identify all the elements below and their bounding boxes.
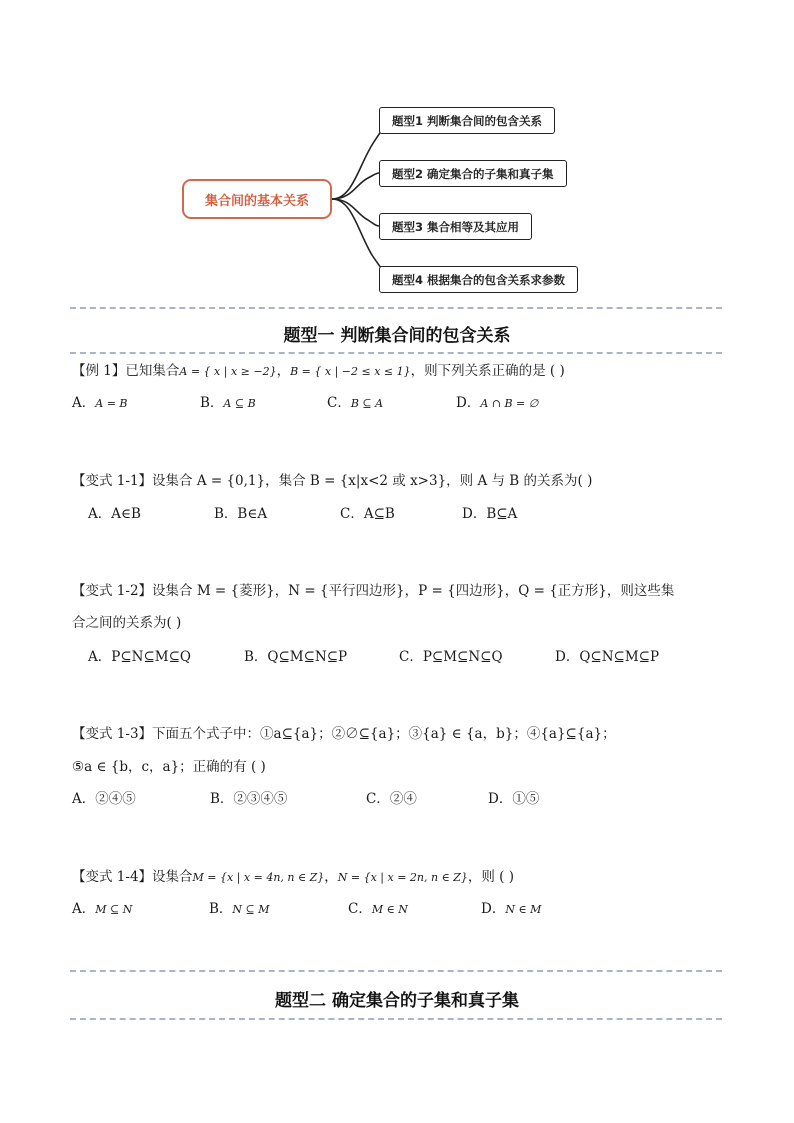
variant-1-4-option-c: C．M ∈ N [348,901,408,917]
variant-1-4-prompt: ，则 ( ) [467,869,514,885]
section-divider-top [70,307,722,309]
example-1-prompt: ，则下列关系正确的是 ( ) [410,363,565,379]
variant-1-3-option-b: B．②③④⑤ [210,791,288,807]
variant-1-3-option-c: C．②④ [366,791,417,807]
section-title-2: 题型二 确定集合的子集和真子集 [275,991,519,1011]
variant-1-1-option-d: D．B⊆A [462,506,518,522]
section-divider-bottom [70,352,722,354]
connector-4 [332,199,385,279]
variant-1-4-option-a: A．M ⊆ N [72,901,133,917]
example-1-separator: ， [276,363,291,379]
variant-1-2-option-d: D．Q⊆N⊆M⊆P [555,649,660,665]
set-b-expression: B = { x | −2 ≤ x ≤ 1} [290,365,411,378]
mindmap-branch-2: 题型2 确定集合的子集和真子集 [379,160,567,187]
example-1-option-a: A．A = B [72,395,128,411]
mindmap-root: 集合间的基本关系 [182,179,332,219]
variant-1-2-option-a: A．P⊆N⊆M⊆Q [88,649,191,665]
variant-1-4-question [72,868,514,887]
mindmap-branch-4: 题型4 根据集合的包含关系求参数 [379,266,578,293]
variant-1-2-question-line-1: 【变式 1-2】设集合 M = {菱形}，N = {平行四边形}，P = {四边形}，Q = {正方形}，则这些集 [72,583,675,599]
variant-1-4-option-d: D．N ∈ M [481,901,542,917]
connector-1 [332,120,385,199]
mind-map [0,0,794,300]
variant-1-2-option-c: C．P⊆M⊆N⊆Q [399,649,503,665]
variant-1-1-option-c: C．A⊆B [340,506,395,522]
variant-1-4-label: 【变式 1-4】设集合 [72,869,193,885]
example-1-option-d: D．A ∩ B = ∅ [456,395,539,411]
variant-1-4-option-b: B．N ⊆ M [209,901,270,917]
mind-map-connectors [0,0,794,300]
variant-1-3-option-a: A．②④⑤ [72,791,136,807]
set-m-expression: M = {x | x = 4n, n ∈ Z} [192,871,325,884]
mindmap-branch-3: 题型3 集合相等及其应用 [379,213,532,240]
section-2-divider-bottom [70,1018,722,1020]
example-1-option-c: C．B ⊆ A [327,395,384,411]
variant-1-4-separator: ， [324,869,338,885]
set-a-expression: A = { x | x ≥ −2} [179,365,277,378]
variant-1-1-option-b: B．B∈A [214,506,268,522]
set-n-expression: N = {x | x = 2n, n ∈ Z} [337,871,468,884]
variant-1-1-option-a: A．A∈B [88,506,141,522]
variant-1-1-question: 【变式 1-1】设集合 A = {0,1}，集合 B = {x|x<2 或 x>3}，则 A 与 B 的关系为( ) [72,473,593,489]
example-1-question [72,362,565,381]
example-1-label: 【例 1】已知集合 [72,363,180,379]
section-title-1: 题型一 判断集合间的包含关系 [283,326,511,346]
variant-1-2-question-line-2: 合之间的关系为( ) [72,615,182,631]
mindmap-branch-1: 题型1 判断集合间的包含关系 [379,107,555,134]
variant-1-3-question-line-1: 【变式 1-3】下面五个式子中：①a⊆{a}；②∅⊆{a}；③{a} ∈ {a，b}；④{a}⊆{a}； [72,726,616,742]
variant-1-3-option-d: D．①⑤ [488,791,540,807]
variant-1-2-option-b: B．Q⊆M⊆N⊆P [244,649,348,665]
example-1-option-b: B．A ⊆ B [200,395,256,411]
variant-1-3-question-line-2: ⑤a ∈ {b，c，a}；正确的有 ( ) [72,759,266,775]
section-2-divider-top [70,970,722,972]
